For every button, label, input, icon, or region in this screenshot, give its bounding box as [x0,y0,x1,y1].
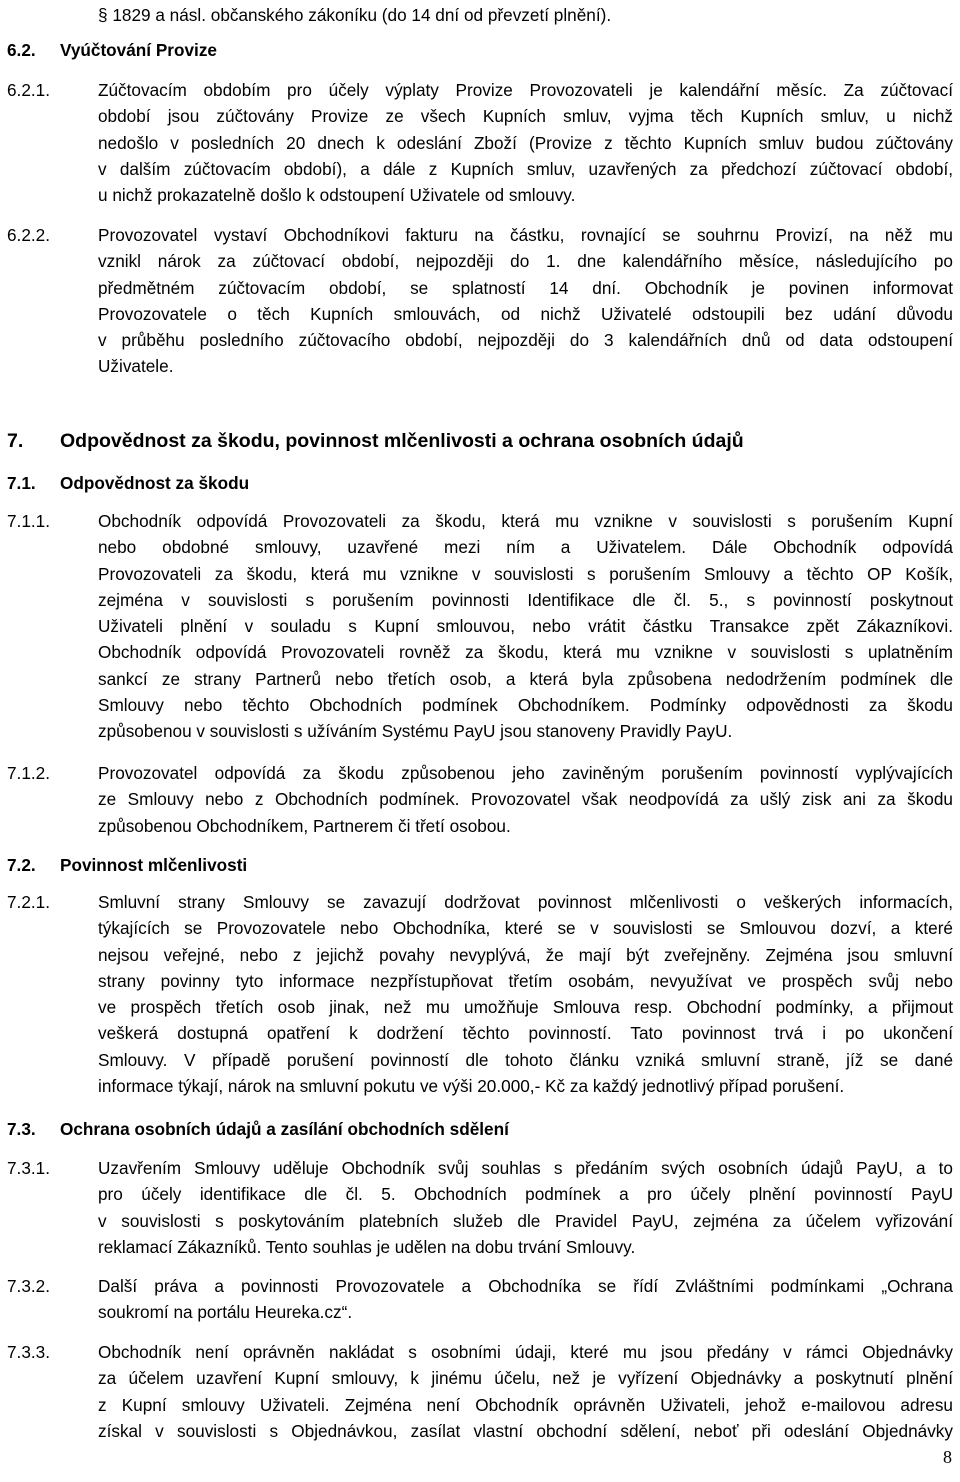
text-line: v dalším zúčtovacím období), a dále z Kupních smluv, uzavřených za předchozí zúčtovací období, [98,158,953,179]
text-line: veškerá dostupná opatření k dodržení těchto povinností. Tato povinnost trvá i po ukončení [98,1023,953,1044]
paragraph-text [98,222,953,380]
text-line: Smlouvy. V případě porušení povinností dle tohoto článku vzniká smluvní straně, jíž se dané [98,1049,953,1070]
text-line: v souvislosti s poskytováním platebních služeb dle Pravidel PayU, zejména za účelem vyřizování [98,1210,953,1231]
paragraph-number: 7.3.1. [7,1158,51,1178]
text-line: Provozovateli za škodu, která mu vznikne v souvislosti s porušením Smlouvy a těchto OP Košík, [98,563,953,584]
text-line: u nichž prokazatelně došlo k odstoupení Uživatele od smlouvy. [98,185,576,206]
paragraph-number: 7.3.3. [7,1342,51,1362]
paragraph-text [98,889,953,1099]
paragraph-text [98,2,953,28]
text-line: sankcí ze strany Partnerů nebo třetích osob, a která byla způsobena nedodržením podmínek dle [98,668,953,689]
text-line: zejména v souvislosti s porušením povinnosti Identifikace dle čl. 5., s povinností poskytnout [98,589,953,610]
text-line: nejsou veřejné, nebo z jejichž povahy nevyplývá, že mají být zveřejněny. Zejména jsou smluvní [98,944,953,965]
text-line: týkajících se Provozovatele nebo Obchodníka, které se v souvislosti se Smlouvou dozví, a které [98,918,953,939]
text-line: ze Smlouvy nebo z Obchodních podmínek. Provozovatel však neodpovídá za ušlý zisk ani za škodu [98,789,953,810]
text-line: Obchodník odpovídá Provozovateli za škodu, která mu vznikne v souvislosti s porušením Kupní [98,511,953,531]
text-line: v průběhu posledního zúčtovacího období, nejpozději do 3 kalendářních dnů od data odstoupení [98,330,953,351]
text-line: Zúčtovacím obdobím pro účely výplaty Provize Provozovateli je kalendářní měsíc. Za zúčtovací [98,80,953,100]
text-line: Provozovatele o těch Kupních smlouvách, od nichž Uživatelé odstoupili bez udání důvodu [98,303,953,324]
page-number: 8 [943,1446,952,1467]
text-line: vznikl nárok za zúčtovací období, nejpozději do 1. dne kalendářního měsíce, následujícího po [98,251,953,272]
heading-number: 7.2. [7,855,36,875]
paragraph-text [98,77,953,208]
text-line: Uživateli plnění v souladu s Kupní smlouvou, nebo vrátit částku Transakce zpět Zákazníkovi. [98,616,953,637]
text-line: ve prospěch třetích osob jinak, než mu umožňuje Smlouva resp. Obchodní podmínky, a přijmout [98,997,953,1018]
heading-title: Vyúčtování Provize [60,40,217,60]
paragraph-text [98,760,953,839]
text-line: Obchodník odpovídá Provozovateli rovněž za škodu, která mu vznikne v souvislosti s uplatněním [98,642,953,663]
text-line: pro účely identifikace dle čl. 5. Obchodních podmínek a pro účely plnění povinností PayU [98,1184,953,1205]
heading-number: 7. [7,430,24,452]
text-line: Uzavřením Smlouvy uděluje Obchodník svůj souhlas s předáním svých osobních údajů PayU, a to [98,1158,953,1178]
paragraph-number: 6.2.2. [7,225,51,245]
text-line: Obchodník není oprávněn nakládat s osobními údaji, které mu jsou předány v rámci Objednávky [98,1342,953,1362]
heading-title: Odpovědnost za škodu, povinnost mlčenlivosti a ochrana osobních údajů [60,430,744,452]
paragraph-number: 7.2.1. [7,892,51,912]
paragraph-text [98,508,953,745]
text-line: způsobenou v souvislosti s užíváním Systému PayU jsou stanoveny Pravidly PayU. [98,721,733,742]
text-line: Provozovatel vystaví Obchodníkovi fakturu na částku, rovnající se souhrnu Provizí, na něž mu [98,225,953,245]
heading-number: 7.3. [7,1119,36,1139]
text-line: nebo obdobné smlouvy, uzavřené mezi ním a Uživatelem. Dále Obchodník odpovídá [98,537,953,558]
text-line: Další práva a povinnosti Provozovatele a Obchodníka se řídí Zvláštními podmínkami „Ochrana [98,1276,953,1296]
paragraph-text [98,1273,953,1326]
heading-number: 6.2. [7,40,36,60]
heading-title: Povinnost mlčenlivosti [60,855,248,875]
text-line: za účelem uzavření Kupní smlouvy, k jinému účelu, než je vyřízení Objednávky a poskytnutí plnění [98,1368,953,1389]
text-line: strany povinny tyto informace nezpřístupňovat třetím osobám, nevyužívat ve prospěch svůj nebo [98,970,953,991]
heading-title: Ochrana osobních údajů a zasílání obchodních sdělení [60,1119,509,1139]
text-line: Smluvní strany Smlouvy se zavazují dodržovat povinnost mlčenlivosti o veškerých informacích, [98,892,953,912]
paragraph-number: 7.1.2. [7,763,51,783]
paragraph-text [98,1155,953,1260]
text-line: způsobenou Obchodníkem, Partnerem či třetí osobou. [98,815,511,836]
text-line: získal v souvislosti s Objednávkou, zasílat vlastní obchodní sdělení, neboť při odeslání Objednávky [98,1420,953,1441]
text-line: soukromí na portálu Heureka.cz“. [98,1302,353,1323]
text-line: informace týkají, nárok na smluvní pokutu ve výši 20.000,- Kč za každý jednotlivý případ porušení. [98,1076,845,1097]
paragraph-number: 7.1.1. [7,511,51,531]
text-line: Smlouvy nebo těchto Obchodních podmínek Obchodníkem. Podmínky odpovědnosti za škodu [98,695,953,716]
paragraph-number: 6.2.1. [7,80,51,100]
heading-number: 7.1. [7,473,36,493]
paragraph-number: 7.3.2. [7,1276,51,1296]
text-line: období jsou zúčtovány Provize ze všech Kupních smluv, vyjma těch Kupních smluv, u nichž [98,106,953,127]
text-line: nedošlo v posledních 20 dnech k odeslání Zboží (Provize z těchto Kupních smluv budou zúčtovány [98,132,953,153]
paragraph-text [98,1339,953,1444]
text-line: § 1829 a násl. občanského zákoníku (do 14 dní od převzetí plnění). [98,5,612,25]
text-line: předmětném zúčtovacím období, se splatností 14 dní. Obchodník je povinen informovat [98,277,953,298]
text-line: reklamací Zákazníků. Tento souhlas je udělen na dobu trvání Smlouvy. [98,1236,636,1257]
heading-title: Odpovědnost za škodu [60,473,250,493]
text-line: Provozovatel odpovídá za škodu způsobenou jeho zaviněným porušením povinností vyplývajících [98,763,953,783]
text-line: z Kupní smlouvy Uživateli. Zejména není Obchodník oprávněn Uživateli, jehož e-mailovou adresu [98,1394,953,1415]
text-line: Uživatele. [98,356,174,377]
